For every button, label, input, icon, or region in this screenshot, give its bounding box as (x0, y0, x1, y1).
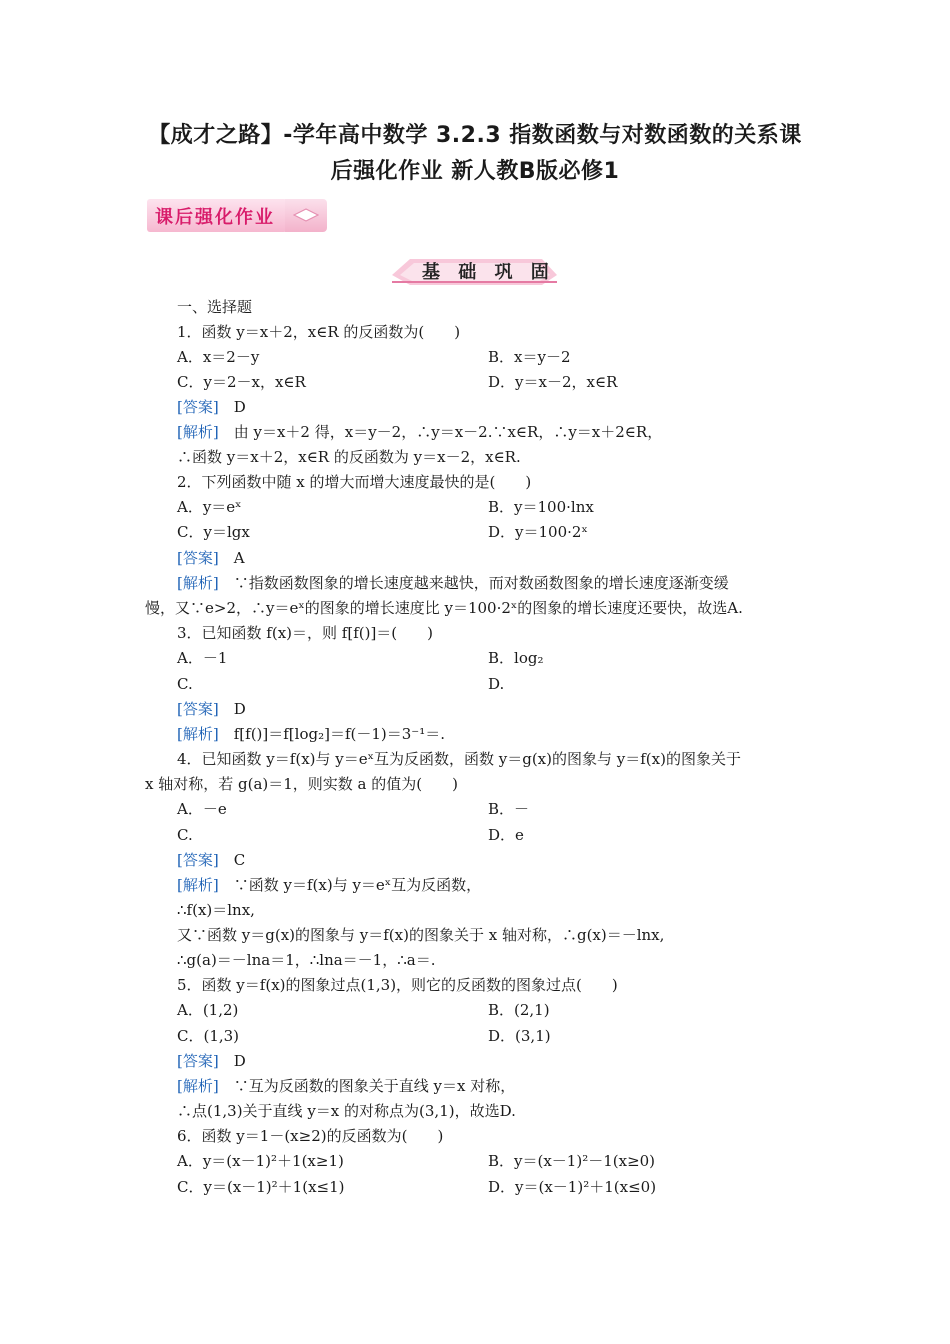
analysis-line (177, 573, 729, 593)
answer-line (177, 699, 246, 719)
homework-banner (147, 199, 327, 232)
option-c: C. (177, 826, 193, 844)
option-c: C．y＝(x－1)²＋1(x≤1) (177, 1178, 345, 1196)
option-c: C．y＝2－x，x∈R (177, 373, 306, 391)
analysis-text: ∵函数 y＝f(x)与 y＝eˣ互为反函数， (233, 876, 482, 894)
answer-tag: [答案] (177, 700, 219, 718)
option-a: A．x＝2－y (177, 348, 260, 366)
answer-tag: [答案] (177, 549, 219, 567)
answer-tag: [答案] (177, 1052, 219, 1070)
option-d: D．(3,1) (488, 1027, 551, 1045)
question-6: 6．函数 y＝1－(x≥2)的反函数为( ) (177, 1127, 444, 1145)
option-d: D. (488, 675, 505, 693)
option-b: B．－ (488, 800, 530, 818)
option-a: A．(1,2) (177, 1001, 239, 1019)
analysis-tag: [解析] (177, 1077, 219, 1095)
document-title (130, 118, 820, 190)
question-5: 5．函数 y＝f(x)的图象过点(1,3)，则它的反函数的图象过点( ) (177, 976, 618, 994)
question-4: 4．已知函数 y＝f(x)与 y＝eˣ互为反函数，函数 y＝g(x)的图象与 y＝f(x)的图象关于 (177, 750, 741, 768)
option-a: A．y＝eˣ (177, 498, 242, 516)
banner-label: 课后强化作业 (155, 207, 275, 228)
option-d: D．e (488, 826, 524, 844)
answer-line (177, 548, 245, 568)
analysis-tag: [解析] (177, 423, 219, 441)
analysis-tag: [解析] (177, 725, 219, 743)
option-a: A．－e (177, 800, 227, 818)
diamond-icon (293, 208, 319, 222)
option-a: A．－1 (177, 649, 228, 667)
analysis-text: ∴g(a)＝－lna＝1，∴lna＝－1，∴a＝. (177, 951, 436, 969)
analysis-text: ∴f(x)＝lnx, (177, 901, 255, 919)
analysis-line (177, 1076, 515, 1096)
analysis-tag: [解析] (177, 876, 219, 894)
option-a: A．y＝(x－1)²＋1(x≥1) (177, 1152, 344, 1170)
section-label: 基 础 巩 固 (422, 262, 555, 283)
analysis-tag: [解析] (177, 574, 219, 592)
option-b: B．log₂ (488, 649, 544, 667)
answer-tag: [答案] (177, 851, 219, 869)
analysis-text: ∴点(1,3)关于直线 y＝x 的对称点为(3,1)，故选D. (177, 1102, 516, 1120)
analysis-line (177, 724, 445, 744)
question-1: 1．函数 y＝x＋2，x∈R 的反函数为( ) (177, 323, 461, 341)
option-c: C．(1,3) (177, 1027, 240, 1045)
answer-line (177, 1051, 246, 1071)
analysis-text: ∵互为反函数的图象关于直线 y＝x 对称， (233, 1077, 516, 1095)
answer-value: A (233, 549, 245, 567)
question-2: 2．下列函数中随 x 的增大而增大速度最快的是( ) (177, 473, 532, 491)
answer-line (177, 397, 246, 417)
section-heading (392, 255, 557, 287)
title-line-1: 【成才之路】-学年高中数学 3.2.3 指数函数与对数函数的关系课 (148, 123, 802, 148)
analysis-text: 又∵函数 y＝g(x)的图象与 y＝f(x)的图象关于 x 轴对称，∴g(x)＝－lnx, (177, 926, 665, 944)
heading-choice: 一、选择题 (177, 298, 253, 316)
option-b: B．x＝y－2 (488, 348, 571, 366)
analysis-text: ∴函数 y＝x＋2，x∈R 的反函数为 y＝x－2，x∈R. (177, 448, 521, 466)
analysis-text: 慢，又∵e>2，∴y＝eˣ的图象的增长速度比 y＝100·2ˣ的图象的增长速度还要快，故选A. (145, 599, 743, 617)
option-c: C．y＝lgx (177, 523, 250, 541)
option-b: B．y＝100·lnx (488, 498, 594, 516)
answer-line (177, 850, 245, 870)
analysis-text: f[f()]＝f[log₂]＝f(－1)＝3⁻¹＝. (233, 725, 445, 743)
title-line-2: 后强化作业 新人教B版必修1 (330, 159, 620, 184)
banner-tab (285, 199, 327, 232)
analysis-text: 由 y＝x＋2 得，x＝y－2，∴y＝x－2.∵x∈R，∴y＝x＋2∈R， (233, 423, 663, 441)
option-b: B．y＝(x－1)²－1(x≥0) (488, 1152, 656, 1170)
answer-tag: [答案] (177, 398, 219, 416)
answer-value: D (233, 700, 246, 718)
option-d: D．y＝100·2ˣ (488, 523, 588, 541)
analysis-line (177, 875, 481, 895)
option-d: D．y＝x－2，x∈R (488, 373, 618, 391)
answer-value: D (233, 1052, 246, 1070)
answer-value: D (233, 398, 246, 416)
option-d: D．y＝(x－1)²＋1(x≤0) (488, 1178, 657, 1196)
analysis-line (177, 422, 662, 442)
option-b: B．(2,1) (488, 1001, 550, 1019)
analysis-text: ∵指数函数图象的增长速度越来越快，而对数函数图象的增长速度逐渐变缓 (233, 574, 729, 592)
question-3: 3．已知函数 f(x)＝，则 f[f()]＝( ) (177, 624, 434, 642)
answer-value: C (233, 851, 246, 869)
option-c: C. (177, 675, 193, 693)
question-4-cont: x 轴对称，若 g(a)＝1，则实数 a 的值为( ) (145, 775, 458, 793)
